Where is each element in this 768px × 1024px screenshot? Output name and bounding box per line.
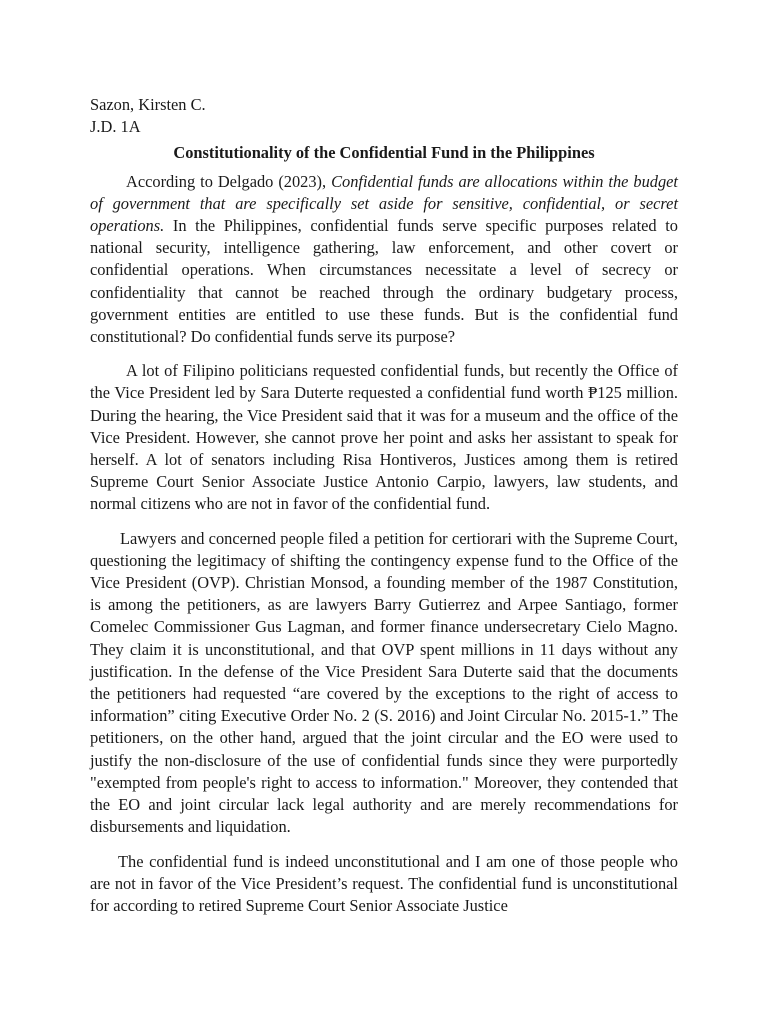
paragraph-1 <box>90 171 678 349</box>
paragraph-1-lead: According to Delgado (2023), <box>126 171 332 191</box>
paragraph-4: The confidential fund is indeed unconstitutional and I am one of those people who are not in favor of the Vice President’s request. The confidential fund is unconstitutional for according to retired Supreme Court Senior Associate Justice <box>90 851 678 915</box>
document-page <box>90 94 678 929</box>
paragraph-1-rest: In the Philippines, confidential funds serve specific purposes related to national security, intelligence gathering, law enforcement, and other covert or confidential operations. When circumstances necessitate a level of secrecy or confidentiality that cannot be reached through the ordinary budgetary process, government entities are entitled to use these funds. But is the confidential fund constitutional? Do confidential funds serve its purpose? <box>90 216 678 347</box>
author-name: Sazon, Kirsten C. <box>90 95 206 114</box>
paragraph-1-quote: Confidential funds are allocations within the budget of government that are specifically set aside for sensitive, confidential, or secret operations. <box>90 171 678 236</box>
paragraph-2: A lot of Filipino politicians requested confidential funds, but recently the Office of the Vice President led by Sara Duterte requested a confidential fund worth ₱125 million. During the hearing, the Vice President said that it was for a museum and the office of the Vice President. However, she cannot prove her point and asks her assistant to speak for herself. A lot of senators including Risa Hontiveros, Justices among them is retired Supreme Court Senior Associate Justice Antonio Carpio, lawyers, law students, and normal citizens who are not in favor of the confidential fund. <box>90 361 678 514</box>
paragraph-3: Lawyers and concerned people filed a petition for certiorari with the Supreme Court, questioning the legitimacy of shifting the contingency expense fund to the Office of the Vice President (OVP). Christian Monsod, a founding member of the 1987 Constitution, is among the petitioners, as are lawyers Barry Gutierrez and Arpee Santiago, former Comelec Commissioner Gus Lagman, and former finance undersecretary Cielo Magno. They claim it is unconstitutional, and that OVP spent millions in 11 days without any justification. In the defense of the Vice President Sara Duterte said that the documents the petitioners had requested “are covered by the exceptions to the right of access to information” citing Executive Order No. 2 (S. 2016) and Joint Circular No. 2015-1.” The petitioners, on the other hand, argued that the joint circular and the EO were used to justify the non-disclosure of the use of confidential funds since they were purportedly "exempted from people's right to access to information." Moreover, they contended that the EO and joint circular lack legal authority and are merely recommendations for disbursements and liquidation. <box>90 528 678 837</box>
document-title: Constitutionality of the Confidential Fund in the Philippines <box>173 143 595 163</box>
class-section: J.D. 1A <box>90 117 141 137</box>
